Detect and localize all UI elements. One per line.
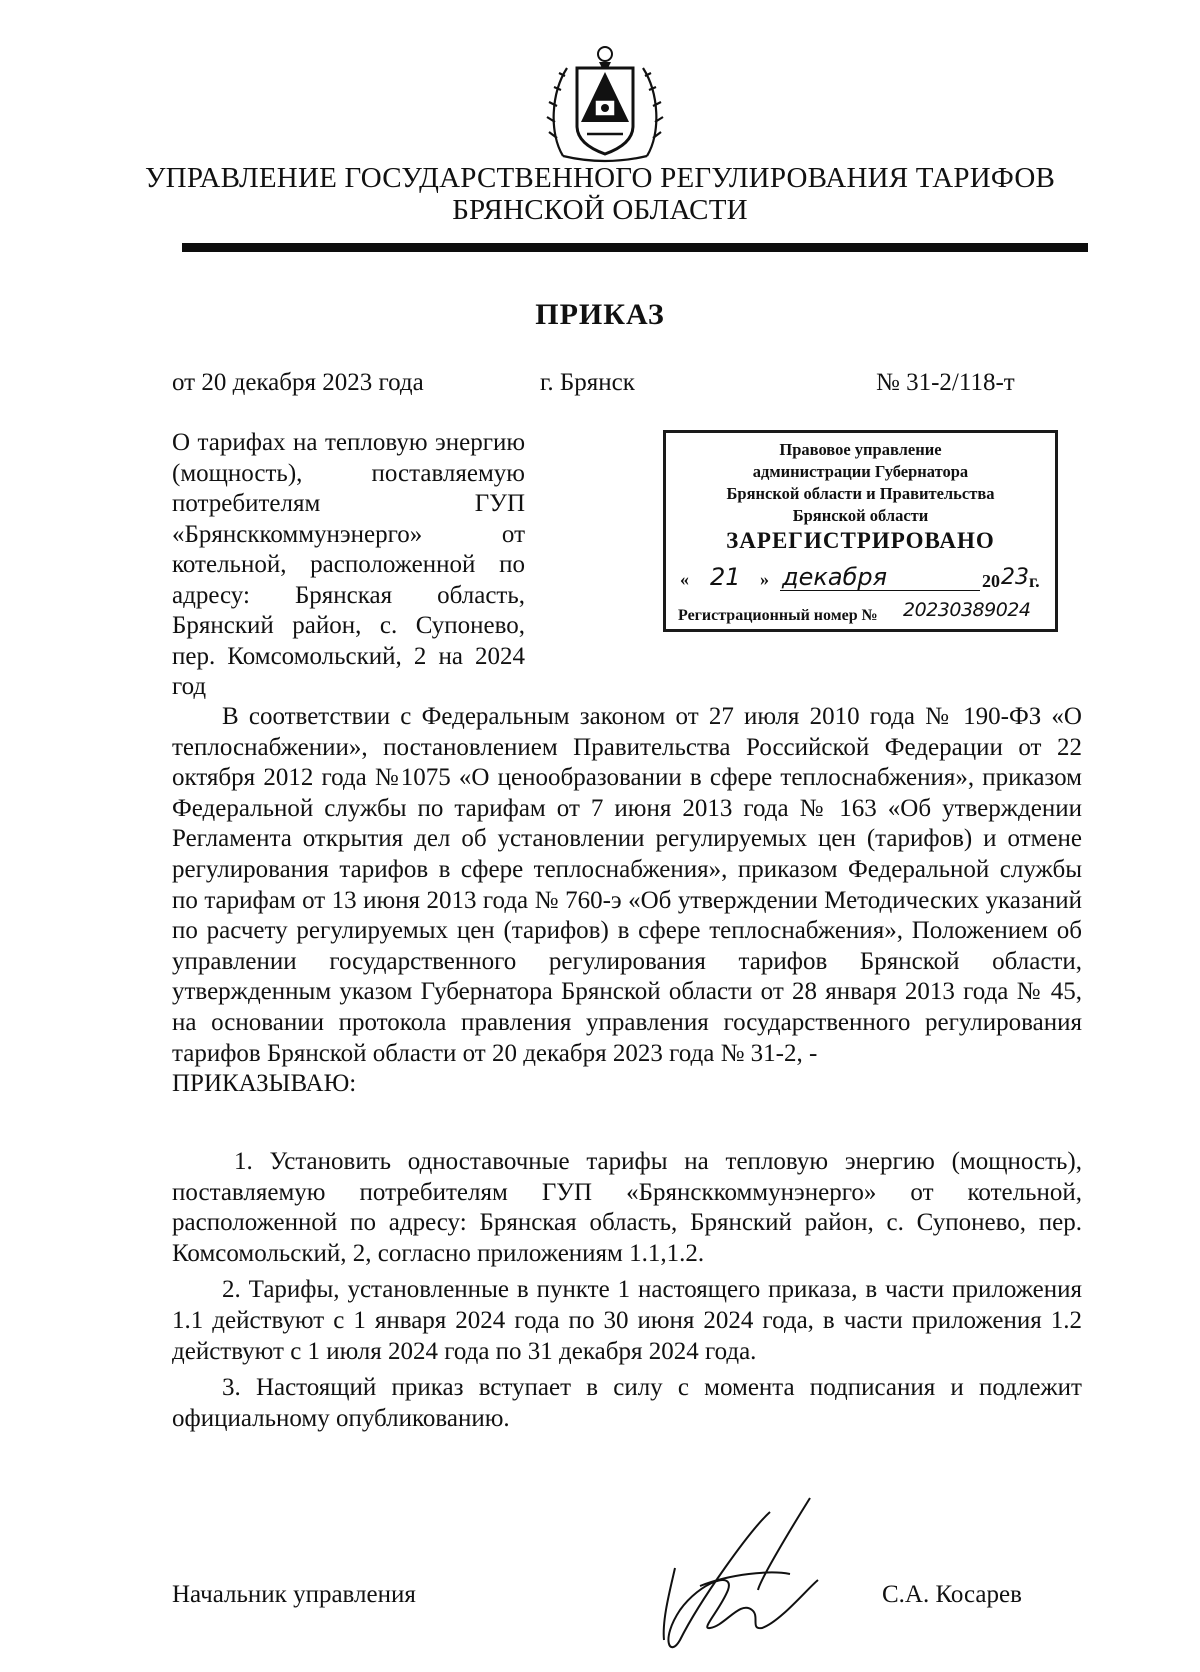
stamp-line3: Брянской области и Правительства (726, 484, 995, 503)
organization-name-line1: УПРАВЛЕНИЕ ГОСУДАРСТВЕННОГО РЕГУЛИРОВАНИЯ ТАРИФОВ (144, 162, 1056, 194)
stamp-year-unit: г. (1029, 571, 1040, 591)
document-date: от 20 декабря 2023 года (172, 369, 424, 396)
document-number: № 31-2/118-т (876, 369, 1015, 396)
registration-stamp (663, 430, 1058, 632)
order-item-3: 3. Настоящий приказ вступает в силу с момента подписания и подлежит официальному опубликованию. (172, 1374, 1082, 1432)
stamp-month: декабря (782, 563, 888, 591)
document-subject: О тарифах на тепловую энергию (мощность), поставляемую потребителям ГУП «Брянсккоммунэнерго» от котельной, расположенной по адресу: Брянская область, Брянский район, с. Супонево, пер. Комсомольский, 2 на 2024 год (172, 429, 525, 700)
preamble-text: В соответствии с Федеральным законом от 27 июля 2010 года № 190-ФЗ «О теплоснабжении», постановлением Правительства Российской Федерации от 22 октября 2012 года №1075 «О ценообразовании в сфере теплоснабжения», приказом Федеральной службы по тарифам от 7 июня 2013 года № 163 «Об утверждении Регламента открытия дел об установлении регулируемых цен (тарифов) и отмене регулирования тарифов в сфере теплоснабжения», приказом Федеральной службы по тарифам от 13 июня 2013 года № 760-э «Об утверждении Методических указаний по расчету регулируемых цен (тарифов) в сфере теплоснабжения», Положением об управлении государственного регулирования тарифов Брянской области, утвержденным указом Губернатора Брянской области от 28 января 2013 года № 45, на основании протокола правления управления государственного регулирования тарифов Брянской области от 20 декабря 2023 года № 31-2, - (172, 703, 1082, 1067)
stamp-line2: администрации Губернатора (752, 462, 969, 481)
order-item-2: 2. Тарифы, установленные в пункте 1 настоящего приказа, в части приложения 1.1 действуют с 1 января 2024 года по 30 июня 2024 года, в части приложения 1.2 действуют с 1 июля 2024 года по 31 декабря 2024 года. (172, 1276, 1082, 1365)
stamp-reg-label: Регистрационный номер № (678, 607, 878, 624)
stamp-line4: Брянской области (792, 506, 929, 525)
stamp-line1: Правовое управление (779, 440, 942, 459)
stamp-date-row: « 21 » декабря 20 23 г. (680, 563, 1040, 591)
stamp-day: 21 (710, 563, 741, 591)
stamp-reg-number: 20230389024 (903, 599, 1031, 621)
preamble-paragraph (172, 702, 1082, 1100)
header-divider (182, 243, 1088, 252)
document-city: г. Брянск (540, 369, 635, 396)
handwritten-signature (640, 1490, 850, 1660)
stamp-year-prefix: 20 (982, 571, 1000, 591)
order-item-1: 1. Установить одноставочные тарифы на тепловую энергию (мощность), поставляемую потребителям ГУП «Брянсккоммунэнерго» от котельной, расположенной по адресу: Брянская область, Брянский район, с. Супонево, пер. Комсомольский, 2, согласно приложениям 1.1,1.2. (172, 1148, 1082, 1267)
order-word: ПРИКАЗЫВАЮ: (172, 1070, 357, 1098)
stamp-year-suffix: 23 (1001, 565, 1029, 590)
document-title: ПРИКАЗ (535, 298, 665, 331)
stamp-status: ЗАРЕГИСТРИРОВАНО (726, 528, 995, 553)
stamp-reg-row (678, 599, 1058, 629)
organization-name-line2: БРЯНСКОЙ ОБЛАСТИ (452, 194, 748, 226)
signatory-name: С.А. Косарев (882, 1581, 1022, 1608)
order-items (172, 1147, 1082, 1434)
signatory-position: Начальник управления (172, 1581, 416, 1608)
coat-of-arms-emblem (545, 38, 665, 163)
